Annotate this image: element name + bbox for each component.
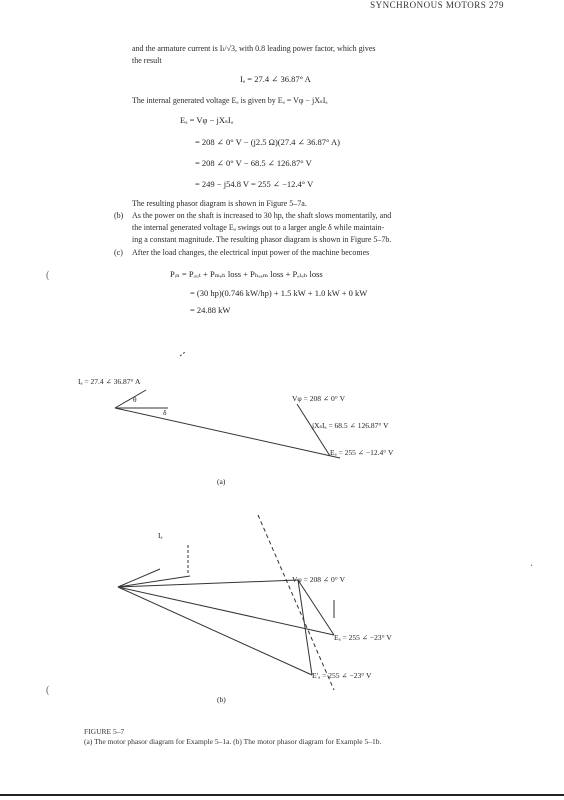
ea2-phasor-b [118,587,312,675]
paragraph-line: The resulting phasor diagram is shown in Figure 5–7a. [132,199,307,208]
label-vphi-b: Vφ = 208 ∠ 0° V [292,575,346,584]
paragraph-line: The internal generated voltage Eₐ is given by Eₐ = Vφ − jXₛIₐ [132,96,328,105]
bottom-rule [0,794,564,796]
running-head: SYNCHRONOUS MOTORS 279 [370,0,504,10]
item-label: (b) [114,211,124,220]
equation-line: Pᵢₙ = Pₒᵤₜ + Pₘₑₕ loss + Pₕₑₑₘ loss + Pₑₗₑₕ loss [170,269,323,279]
paragraph-line: After the load changes, the electrical input power of the machine becomes [132,248,370,257]
label-ea2-b: E′ₐ = 255 ∠ −23° V [312,671,372,680]
margin-mark: ( [46,270,50,281]
equation-line: = 249 − j54.8 V = 255 ∠ −12.4° V [195,179,314,189]
ea-phasor-b [118,587,334,635]
ia-phasor-b1 [118,569,160,587]
paragraph-line: As the power on the shaft is increased to 30 hp, the shaft slows momentarily, and [132,211,392,220]
equation-ia: Iₐ = 27.4 ∠ 36.87° A [240,74,311,84]
label-ea-b: Eₐ = 255 ∠ −23° V [334,633,392,642]
vphi-phasor-b [118,580,298,587]
ea-phasor-a [115,408,340,458]
equation-line: = (30 hp)(0.746 kW/hp) + 1.5 kW + 1.0 kW + 0 kW [190,288,368,298]
paragraph-line: ing a constant magnitude. The resulting phasor diagram is shown in Figure 5–7b. [132,235,392,244]
equation-line: = 208 ∠ 0° V − (j2.5 Ω)(27.4 ∠ 36.87° A) [195,137,341,147]
label-ia-a: Iₐ = 27.4 ∠ 36.87° A [78,377,141,386]
caption-a: (a) [217,477,226,486]
equation-line: Eₐ = Vφ − jXₛIₐ [180,115,234,125]
label-vphi-a: Vφ = 208 ∠ 0° V [292,394,346,403]
phasor-diagram-b [118,515,334,690]
dashed-locus-b [258,515,334,690]
label-ia-b: Iₐ [158,531,163,540]
label-theta-a: θ [133,395,137,404]
figure-caption-title: FIGURE 5–7 [84,727,125,736]
label-jxs-a: jXₛIₐ = 68.5 ∠ 126.87° V [312,421,389,430]
ia-phasor-a [115,390,146,408]
margin-dot: . [530,555,533,569]
label-delta-a: δ [163,408,167,417]
paragraph-line: the internal generated voltage Eₐ swings out to a larger angle δ while maintain- [132,223,385,232]
item-label: (c) [114,248,123,257]
equation-line: = 24.88 kW [190,305,231,315]
figure-caption-text: (a) The motor phasor diagram for Example 5–1a. (b) The motor phasor diagram for Example 5–1b. [84,737,382,746]
margin-mark: ( [46,685,50,696]
jxs-phasor-b1 [298,580,334,635]
tick-mark [180,352,185,356]
caption-b: (b) [217,695,226,704]
equation-line: = 208 ∠ 0° V − 68.5 ∠ 126.87° V [195,158,312,168]
paragraph-line: and the armature current is Iₗ/√3, with 0.8 leading power factor, which gives [132,44,376,53]
label-ea-a: Eₐ = 255 ∠ −12.4° V [330,448,394,457]
paragraph-line: the result [132,56,162,65]
jxs-phasor-a [297,404,330,456]
